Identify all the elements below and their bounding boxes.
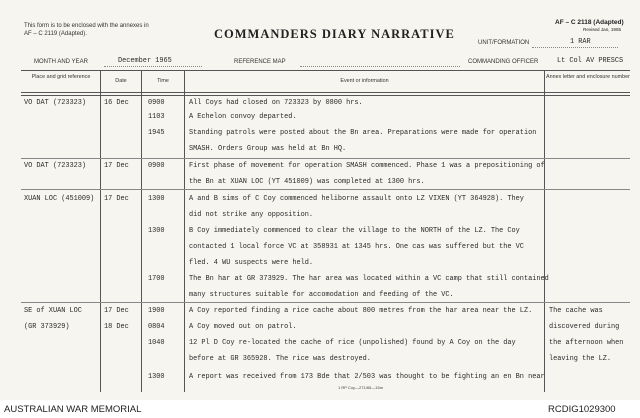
table-top-border [21, 70, 630, 71]
printer-note: 1 RP Coy—271/65—15m [338, 385, 384, 390]
time-cell: 1945 [148, 129, 165, 137]
table-header-border-2 [21, 95, 630, 96]
date-cell: 18 Dec [104, 323, 129, 331]
event-cell: A and B sims of C Coy commenced heliborne assault onto LZ VIXEN (YT 364928). They [189, 195, 524, 203]
form-code: AF – C 2118 (Adapted) [555, 19, 624, 26]
event-cell: SMASH. Orders Group was held at Bn HQ. [189, 145, 347, 153]
event-cell: First phase of movement for operation SMASH commenced. Phase 1 was a prepositioning of [189, 162, 545, 170]
unit-label: UNIT/FORMATION [478, 40, 530, 46]
event-cell: A Coy moved out on patrol. [189, 323, 297, 331]
footer-right: RCDIG1029300 [548, 404, 616, 415]
date-cell: 17 Dec [104, 195, 129, 203]
event-cell: B Coy immediately commenced to clear the village to the NORTH of the LZ. The Coy [189, 227, 520, 235]
annex-cell: leaving the LZ. [549, 355, 612, 363]
time-cell: 1300 [148, 195, 165, 203]
time-cell: 1900 [148, 307, 165, 315]
event-cell: The Bn har at GR 373929. The har area was located within a VC camp that still contained [189, 275, 549, 283]
row-separator [21, 302, 630, 303]
commanding-officer-value: Lt Col AV PRESCS [557, 57, 624, 65]
annex-cell: The cache was [549, 307, 603, 315]
row-separator [21, 158, 630, 159]
time-cell: 0900 [148, 162, 165, 170]
col-header-annex: Annex letter and enclosure number [546, 74, 630, 80]
event-cell: before at GR 365928. The rice was destroyed. [189, 355, 371, 363]
month-year-label: MONTH AND YEAR [34, 59, 88, 65]
month-year-value: December 1965 [118, 57, 172, 65]
event-cell: many structures suitable for accomodation and feeding of the VC. [189, 291, 454, 299]
time-cell: 1300 [148, 373, 165, 381]
unit-value: 1 RAR [570, 38, 591, 46]
enclose-note: This form is to be enclosed with the annexes in AF – C 2119 (Adapted). [24, 23, 149, 37]
event-cell: Standing patrols were posted about the Bn area. Preparations were made for operation [189, 129, 537, 137]
event-cell: did not strike any opposition. [189, 211, 314, 219]
col-divider-date [141, 70, 142, 392]
page-title: COMMANDERS DIARY NARRATIVE [214, 27, 455, 41]
col-header-time: Time [157, 78, 169, 84]
event-cell: contacted 1 local force VC at 358931 at 1345 hrs. One cas was suffered but the VC [189, 243, 524, 251]
time-cell: 1040 [148, 339, 165, 347]
col-divider-event [544, 70, 545, 392]
annex-cell: the afternoon when [549, 339, 624, 347]
date-cell: 17 Dec [104, 162, 129, 170]
col-divider-time [184, 70, 185, 392]
col-divider-place [100, 70, 101, 392]
event-cell: A report was received from 173 Bde that 2/503 was thought to be fighting an en Bn near [189, 373, 545, 381]
place-cell: VO DAT (723323) [24, 99, 87, 107]
place-cell: SE of XUAN LOC [24, 307, 82, 315]
annex-cell: discovered during [549, 323, 620, 331]
footer-left: AUSTRALIAN WAR MEMORIAL [4, 404, 142, 415]
place-cell: VO DAT (723323) [24, 162, 87, 170]
date-cell: 17 Dec [104, 307, 129, 315]
time-cell: 1300 [148, 227, 165, 235]
time-cell: 1700 [148, 275, 165, 283]
place-cell: XUAN LOC (451009) [24, 195, 95, 203]
map-underline [300, 66, 460, 67]
row-separator [21, 189, 630, 190]
time-cell: 0804 [148, 323, 165, 331]
event-cell: the Bn at XUAN LOC (YT 451009) was completed at 1300 hrs. [189, 178, 425, 186]
date-cell: 16 Dec [104, 99, 129, 107]
col-header-event: Event or information [340, 78, 389, 84]
place-cell: (GR 373929) [24, 323, 70, 331]
event-cell: All Coys had closed on 723323 by 0800 hrs. [189, 99, 363, 107]
event-cell: A Echelon convoy departed. [189, 113, 297, 121]
event-cell: A Coy reported finding a rice cache about 800 metres from the har area near the LZ. [189, 307, 533, 315]
month-underline [104, 66, 202, 67]
time-cell: 0900 [148, 99, 165, 107]
unit-underline [532, 47, 618, 48]
footer-bar [0, 400, 640, 418]
commanding-officer-label: COMMANDING OFFICER [468, 59, 539, 65]
reference-map-label: REFERENCE MAP [234, 59, 286, 65]
col-header-date: Date [115, 78, 127, 84]
event-cell: 12 Pl D Coy re-located the cache of rice (unpolished) found by A Coy on the day [189, 339, 516, 347]
time-cell: 1103 [148, 113, 165, 121]
table-header-border [21, 92, 630, 93]
revised-date: Revised Jan, 1965 [583, 27, 622, 32]
event-cell: fled. 4 WU suspects were held. [189, 259, 314, 267]
col-header-place: Place and grid reference [31, 74, 91, 80]
